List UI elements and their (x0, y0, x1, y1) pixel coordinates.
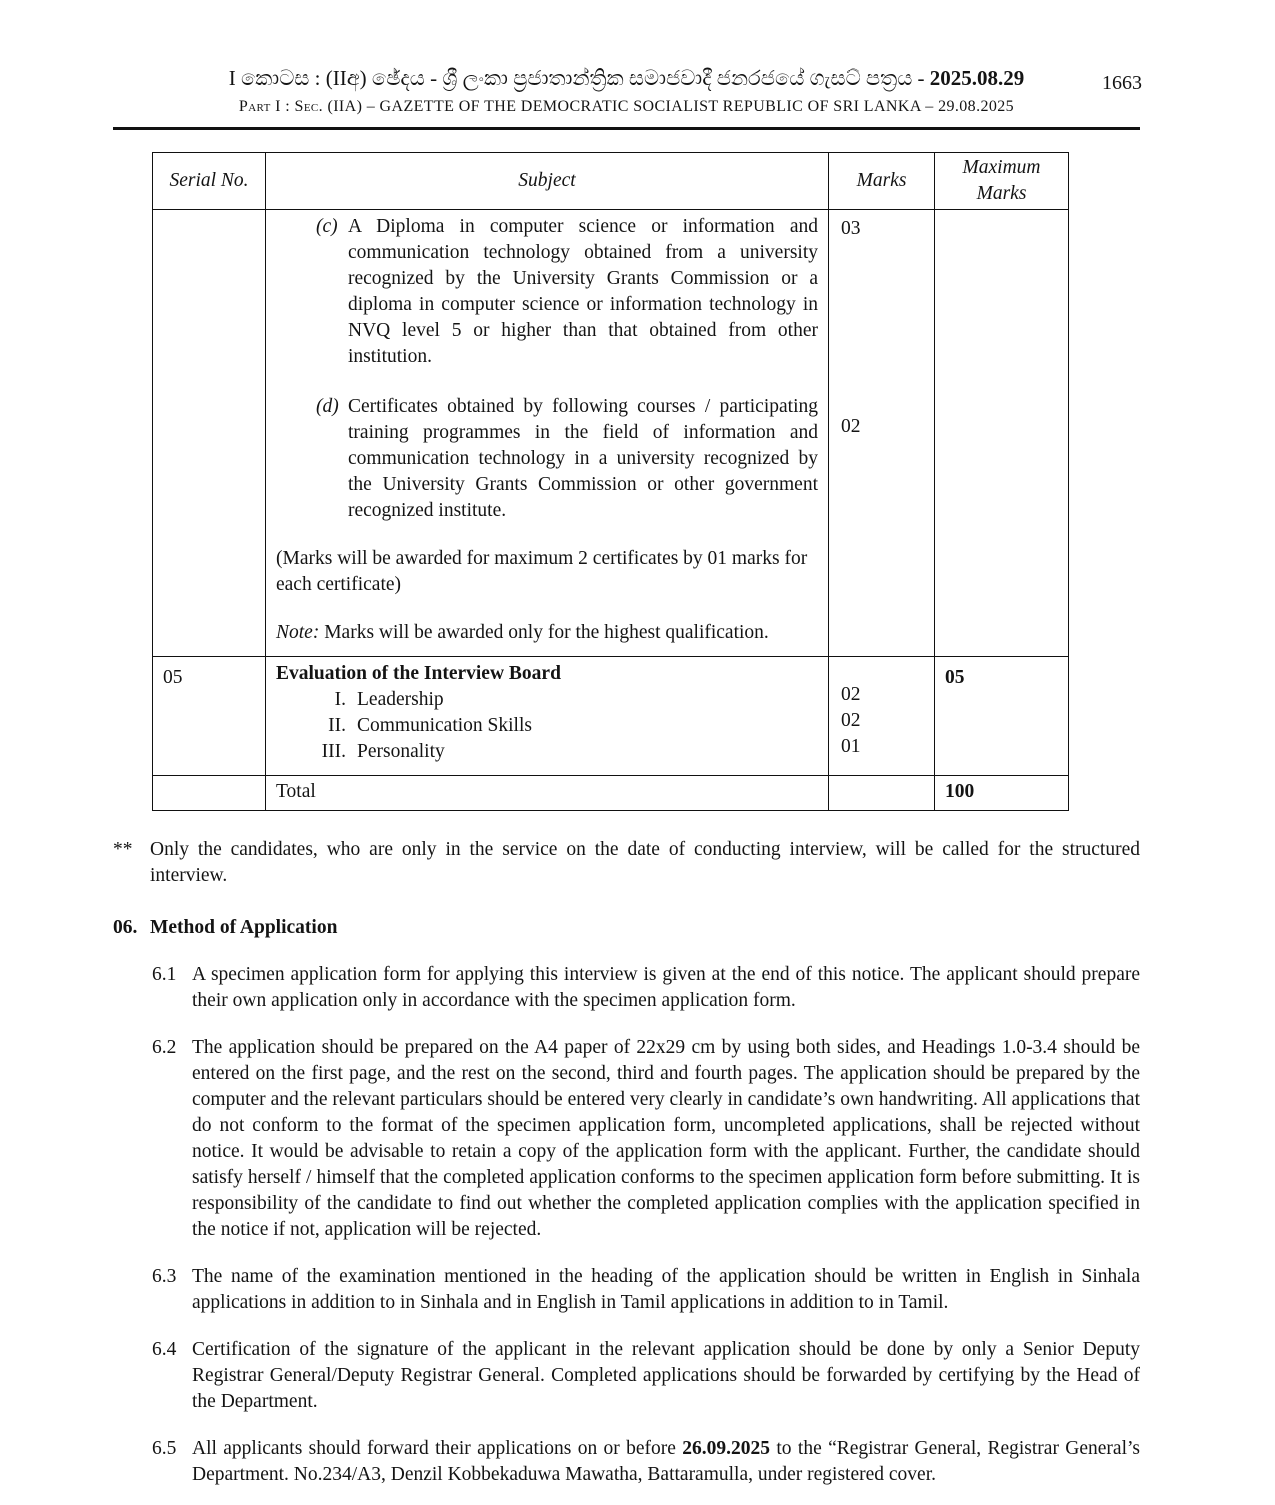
qualification-marks-cell (829, 210, 935, 657)
evaluation-maximum-marks: 05 (935, 657, 1069, 776)
evaluation-row (153, 657, 1069, 776)
item-number: 6.1 (152, 964, 177, 985)
evaluation-subject-cell (266, 657, 829, 776)
item-text: A specimen application form for applying this interview is given at the end of this notice. The applicant should prepare their own application only in accordance with the specimen application form. (192, 964, 1140, 1011)
item-d-label: (d) (316, 396, 339, 417)
criterion-roman: II. (328, 715, 346, 736)
item-c (276, 214, 818, 370)
item-text: The name of the examination mentioned in the heading of the application should be written in English in Sinhala applications in addition to in Sinhala and in English in Tamil applications in addition to in Tamil. (192, 1266, 1140, 1313)
item-number: 6.3 (152, 1266, 177, 1287)
criterion-marks: 01 (841, 736, 861, 757)
method-of-application-heading (113, 915, 1140, 941)
note-label: Note: (276, 622, 320, 643)
footnote-text: Only the candidates, who are only in the service on the date of conducting interview, will be called for the structured interview. (150, 839, 1140, 886)
item-text-after-date: to the “Registrar General, Registrar General’s Department. No.234/A3, Denzil Kobbekaduwa Mawatha, Battaramulla, under registered cover. (192, 1438, 1141, 1485)
criterion-label: Communication Skills (357, 715, 532, 736)
criterion-personality (276, 739, 818, 765)
method-items (152, 962, 1140, 1488)
header-sinhala-date: 2025.08.29 (929, 66, 1025, 90)
total-row (153, 776, 1069, 811)
col-header-serial-no: Serial No. (153, 153, 266, 210)
item-c-marks: 03 (841, 218, 861, 239)
table-header-row (153, 153, 1069, 210)
footnote-marker: ** (113, 839, 133, 860)
evaluation-marks-cell (829, 657, 935, 776)
criterion-marks: 02 (841, 710, 861, 731)
item-c-label: (c) (316, 216, 338, 237)
note-text: Marks will be awarded only for the highest qualification. (324, 622, 769, 643)
total-marks-cell (829, 776, 935, 811)
header-sinhala-line (113, 64, 1140, 92)
method-item-6-3 (152, 1264, 1140, 1316)
section-title: Method of Application (150, 917, 338, 938)
criterion-marks: 02 (841, 684, 861, 705)
method-item-6-5 (152, 1436, 1140, 1488)
item-number: 6.5 (152, 1438, 177, 1459)
qualification-subject-cell (266, 210, 829, 657)
qualification-max-cell (935, 210, 1069, 657)
item-d-text: Certificates obtained by following courses / participating training programmes in the field of information and communication technology in a university recognized by the University Grants Commission or other government recognized institute. (348, 396, 818, 521)
page-number: 1663 (1102, 72, 1142, 94)
item-d-marks: 02 (841, 416, 861, 437)
item-number: 6.2 (152, 1037, 177, 1058)
item-d (276, 394, 818, 524)
method-item-6-2 (152, 1035, 1140, 1243)
total-value: 100 (935, 776, 1069, 811)
closing-date: 26.09.2025 (682, 1438, 771, 1459)
highest-qualification-note (276, 620, 818, 646)
item-text: The application should be prepared on the A4 paper of 22x29 cm by using both sides, and Headings 1.0-3.4 should be entered on the first page, and the rest on the second, third and fourth pages. The application should be prepared by the computer and the relevant particulars should be entered very clearly in candidate’s own handwriting. All applications that do not conform to the format of the specimen application form, uncompleted applications, shall be rejected without notice. It would be advisable to retain a copy of the application form with the applicant. Further, the candidate should satisfy herself / himself that the completed application conforms to the specimen application form before submitting. It is responsibility of the candidate to find out whether the completed application complies with the application specified in the notice if not, application will be rejected. (192, 1037, 1140, 1240)
evaluation-serial: 05 (153, 657, 266, 776)
method-item-6-1 (152, 962, 1140, 1014)
evaluation-title: Evaluation of the Interview Board (276, 663, 561, 684)
structured-interview-footnote (113, 837, 1140, 889)
item-c-text: A Diploma in computer science or information and communication technology obtained from a university recognized by the University Grants Commission or a diploma in computer science or information technology in NVQ level 5 or higher than that obtained from other institution. (348, 216, 818, 367)
method-item-6-4 (152, 1337, 1140, 1415)
criterion-roman: III. (321, 741, 346, 762)
criterion-label: Personality (357, 741, 445, 762)
header-english-line: Part I : Sec. (IIA) – GAZETTE OF THE DEMOCRATIC SOCIALIST REPUBLIC OF SRI LANKA – 29.08.2025 (238, 98, 1015, 115)
marks-table (152, 152, 1069, 811)
col-header-marks: Marks (829, 153, 935, 210)
item-text-before-date: All applicants should forward their applications on or before (192, 1438, 683, 1459)
section-number: 06. (113, 917, 138, 938)
total-serial-cell (153, 776, 266, 811)
criterion-roman: I. (334, 689, 346, 710)
item-number: 6.4 (152, 1339, 177, 1360)
col-header-subject: Subject (266, 153, 829, 210)
total-label: Total (266, 776, 829, 811)
header-sinhala-text: I කොටස : (IIඅ) ඡේදය - ශ්‍රී ලංකා ප්‍රජාතාන්ත්‍රික සමාජවාදී ජනරජයේ ගැසට් පත්‍රය - (228, 66, 930, 90)
criterion-leadership (276, 687, 818, 713)
header-rule (113, 127, 1140, 130)
criterion-label: Leadership (357, 689, 444, 710)
bracket-note: (Marks will be awarded for maximum 2 certificates by 01 marks for each certificate) (276, 548, 808, 595)
qualification-row (153, 210, 1069, 657)
qualification-serial-cell (153, 210, 266, 657)
col-header-maximum-marks: Maximum Marks (935, 153, 1069, 210)
item-text: Certification of the signature of the applicant in the relevant application should be done by only a Senior Deputy Registrar General/Deputy Registrar General. Completed applications should be forwarded by certifying by the Head of the Department. (192, 1339, 1140, 1412)
criterion-communication-skills (276, 713, 818, 739)
